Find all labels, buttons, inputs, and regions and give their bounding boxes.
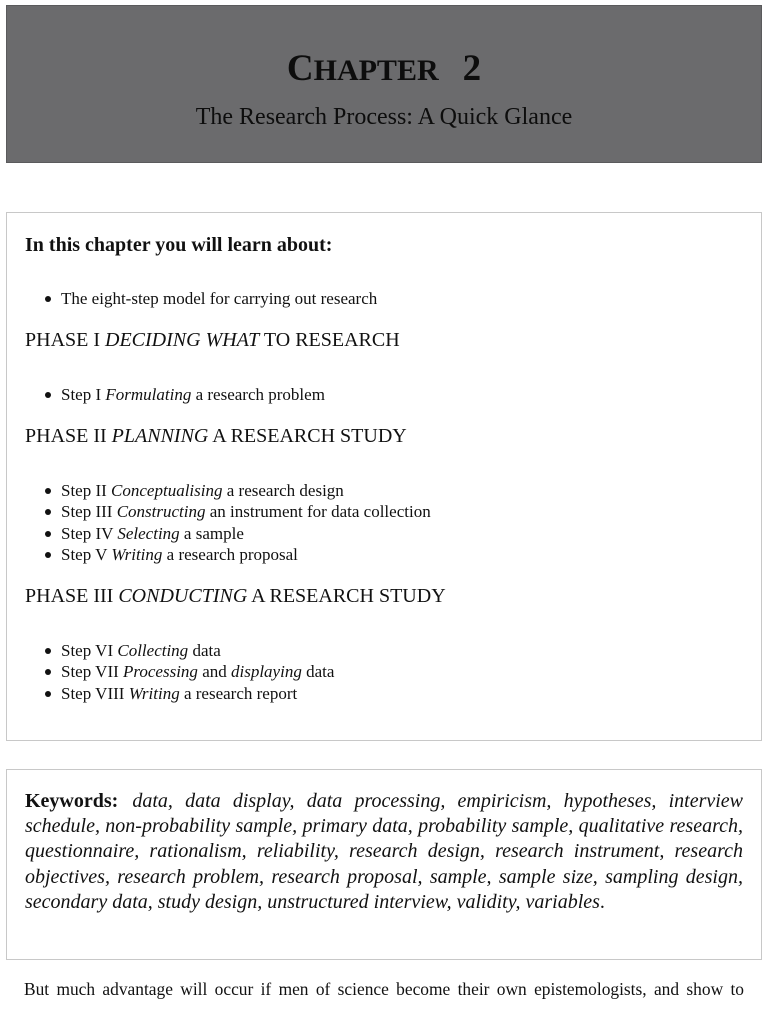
chapter-word-rest: HAPTER (313, 54, 439, 87)
phase-heading-2: PHASE II PLANNING A RESEARCH STUDY (25, 425, 407, 447)
phase-1-steps (43, 384, 325, 405)
keywords-end-punct: . (599, 890, 605, 913)
phase-heading-1: PHASE I DECIDING WHAT TO RESEARCH (25, 329, 400, 351)
phase-2-steps (43, 480, 431, 566)
list-item: Step VI Collecting data (43, 640, 334, 661)
chapter-banner (6, 5, 762, 163)
list-item: The eight-step model for carrying out research (43, 288, 377, 309)
phase-3-steps (43, 640, 334, 704)
list-item: Step II Conceptualising a research design (43, 480, 431, 501)
phase-heading-3: PHASE III CONDUCTING A RESEARCH STUDY (25, 585, 446, 607)
keywords-list: data, data display, data processing, empiricism, hypotheses, interview schedule, non-probability sample, primary data, probability sample, qualitative research, questionnaire, rationalism, reliability, research design, research instrument, research objectives, research problem, research proposal, sample, sample size, sampling design, secondary data, study design, unstructured interview, validity, variables (25, 790, 743, 913)
learning-objectives-box (6, 212, 762, 741)
chapter-number: 2 (462, 48, 482, 89)
list-item: Step I Formulating a research problem (43, 384, 325, 405)
list-item: Step III Constructing an instrument for data collection (43, 501, 431, 522)
keywords-box (6, 769, 762, 960)
chapter-subtitle: The Research Process: A Quick Glance (195, 104, 573, 130)
intro-list (43, 288, 377, 309)
learning-objectives-title: In this chapter you will learn about: (25, 234, 333, 256)
chapter-word-initial: C (286, 48, 314, 89)
keywords-paragraph (25, 789, 743, 915)
list-item: Step VII Processing and displaying data (43, 661, 334, 682)
list-item: Step V Writing a research proposal (43, 544, 431, 565)
list-item: Step IV Selecting a sample (43, 523, 431, 544)
body-text-line: But much advantage will occur if men of science become their own epistemologists, and show to (24, 979, 744, 999)
keywords-label: Keywords: (25, 790, 119, 812)
list-item: Step VIII Writing a research report (43, 683, 334, 704)
chapter-heading (7, 46, 761, 94)
